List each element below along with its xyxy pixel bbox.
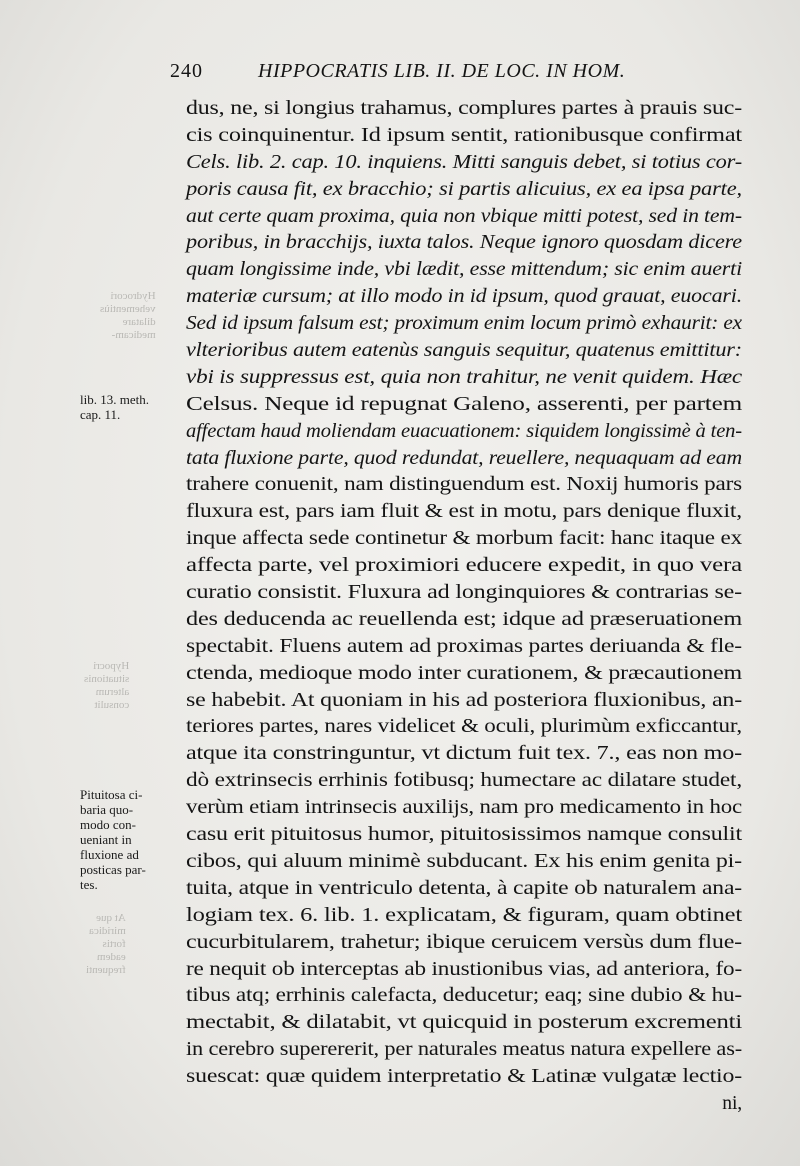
page-number: 240 <box>170 60 203 82</box>
margin-note-galen <box>80 392 180 422</box>
text-line: materiæ cursum; at illo modo in id ipsum, quod grauat, euocari. <box>186 286 743 308</box>
text-line: poris causa fit, ex bracchio; si partis alicuius, ex ea ipsa parte, <box>186 178 742 200</box>
text-line: Sed id ipsum falsum est; proximum enim locum primò exhaurit: ex <box>186 313 742 335</box>
text-line: vlterioribus autem eatenùs sanguis sequitur, quatenus emittitur: <box>186 340 743 362</box>
text-line: curatio consistit. Fluxura ad longinquiores & contrarias se- <box>186 582 743 604</box>
text-line: casu erit pituitosus humor, pituitosissimos namque consulit <box>186 824 742 846</box>
text-line: vbi is suppressus est, quia non trahitur, ne venit quidem. Hæc <box>186 366 743 388</box>
running-title: HIPPOCRATIS LIB. II. DE LOC. IN HOM. <box>258 60 626 82</box>
margin-note-line: posticas par- <box>80 862 146 877</box>
margin-note-line: modo con- <box>80 817 136 832</box>
text-line: dò extrinsecis errhinis fotibusq; humectare ac dilatare studet, <box>186 770 742 792</box>
margin-note-line: ueniant in <box>80 832 132 847</box>
bleed-through-text: Hydrocori vehementiùs dilatare medicam- <box>100 290 156 341</box>
text-line: tata fluxione parte, quod redundat, reuellere, nequaquam ad eam <box>186 447 742 469</box>
text-line: logiam tex. 6. lib. 1. explicatam, & figuram, quam obtinet <box>186 904 742 926</box>
text-line: ctenda, medioque modo inter curationem, & præcautionem <box>186 662 743 684</box>
margin-note-line: baria quo- <box>80 802 134 817</box>
text-line: inque affecta sede continetur & morbum facit: hanc itaque ex <box>186 528 742 550</box>
text-line: trahere conuenit, nam distinguendum est. Noxij humoris pars <box>186 474 743 496</box>
text-line: affectam haud moliendam euacuationem: siquidem longissimè à ten- <box>186 420 743 442</box>
text-line: teriores partes, nares videlicet & oculi, plurimùm exficcantur, <box>186 716 742 738</box>
text-line: des deducenda ac reuellenda est; idque ad præseruationem <box>186 608 743 630</box>
text-line: tibus atq; errhinis calefacta, deducetur; eaq; sine dubio & hu- <box>186 985 743 1007</box>
margin-note-line: Pituitosa ci- <box>80 787 143 802</box>
text-line: re nequit ob interceptas ab inustionibus vias, ad anteriora, fo- <box>186 958 743 980</box>
text-line: cucurbitularem, trahetur; ibique ceruicem versùs dum flue- <box>186 931 743 953</box>
text-line: se habebit. At quoniam in his ad posteriora fluxionibus, an- <box>186 689 743 711</box>
text-line: cis coinquinentur. Id ipsum sentit, rationibusque confirmat <box>186 124 742 146</box>
text-line: verùm etiam intrinsecis auxilijs, nam pro medicamento in hoc <box>186 797 743 819</box>
margin-note-line: cap. 11. <box>80 407 121 422</box>
margin-note-line: tes. <box>80 877 98 892</box>
bleed-through-text: Hypocri situationis alterum consulit <box>84 660 130 711</box>
text-line: atque ita constringuntur, vt dictum fuit tex. 7., eas non mo- <box>186 743 742 765</box>
page-header <box>170 60 690 86</box>
text-line: in cerebro superererit, per naturales meatus natura expellere as- <box>186 1039 743 1061</box>
margin-note-line: fluxione ad <box>80 847 139 862</box>
text-line: aut certe quam proxima, quia non vbique mitti potest, sed in tem- <box>186 205 742 227</box>
text-line: quam longissime inde, vbi lædit, esse mittendum; sic enim auerti <box>186 259 743 281</box>
main-text-block <box>186 96 742 1118</box>
text-line: poribus, in bracchijs, iuxta talos. Neque ignoro quosdam dicere <box>186 232 743 254</box>
margin-note-line: lib. 13. meth. <box>80 392 149 407</box>
catchword: ni, <box>722 1092 742 1114</box>
bleed-through-text: At que miridica fortis eadem frequenti <box>86 912 126 976</box>
text-line: cibos, qui aluum minimè subducant. Ex his enim genita pi- <box>186 850 742 872</box>
text-line: Cels. lib. 2. cap. 10. inquiens. Mitti sanguis debet, si totius cor- <box>186 151 742 173</box>
text-line: spectabit. Fluens autem ad proximas partes deriuanda & fle- <box>186 635 742 657</box>
text-line: tuita, atque in ventriculo detenta, à capite ob naturalem ana- <box>186 877 742 899</box>
text-line: fluxura est, pars iam fluit & est in motu, pars denique fluxit, <box>186 501 743 523</box>
text-line: suescat: quæ quidem interpretatio & Latinæ vulgatæ lectio- <box>186 1066 742 1088</box>
text-line: mectabit, & dilatabit, vt quicquid in posterum excrementi <box>186 1012 743 1034</box>
text-line: Celsus. Neque id repugnat Galeno, asserenti, per partem <box>186 393 742 415</box>
text-line: affecta parte, vel proximiori educere expedit, in quo vera <box>186 555 743 577</box>
margin-note-pituitosa <box>80 787 180 892</box>
text-line: dus, ne, si longius trahamus, complures partes à prauis suc- <box>186 98 743 119</box>
